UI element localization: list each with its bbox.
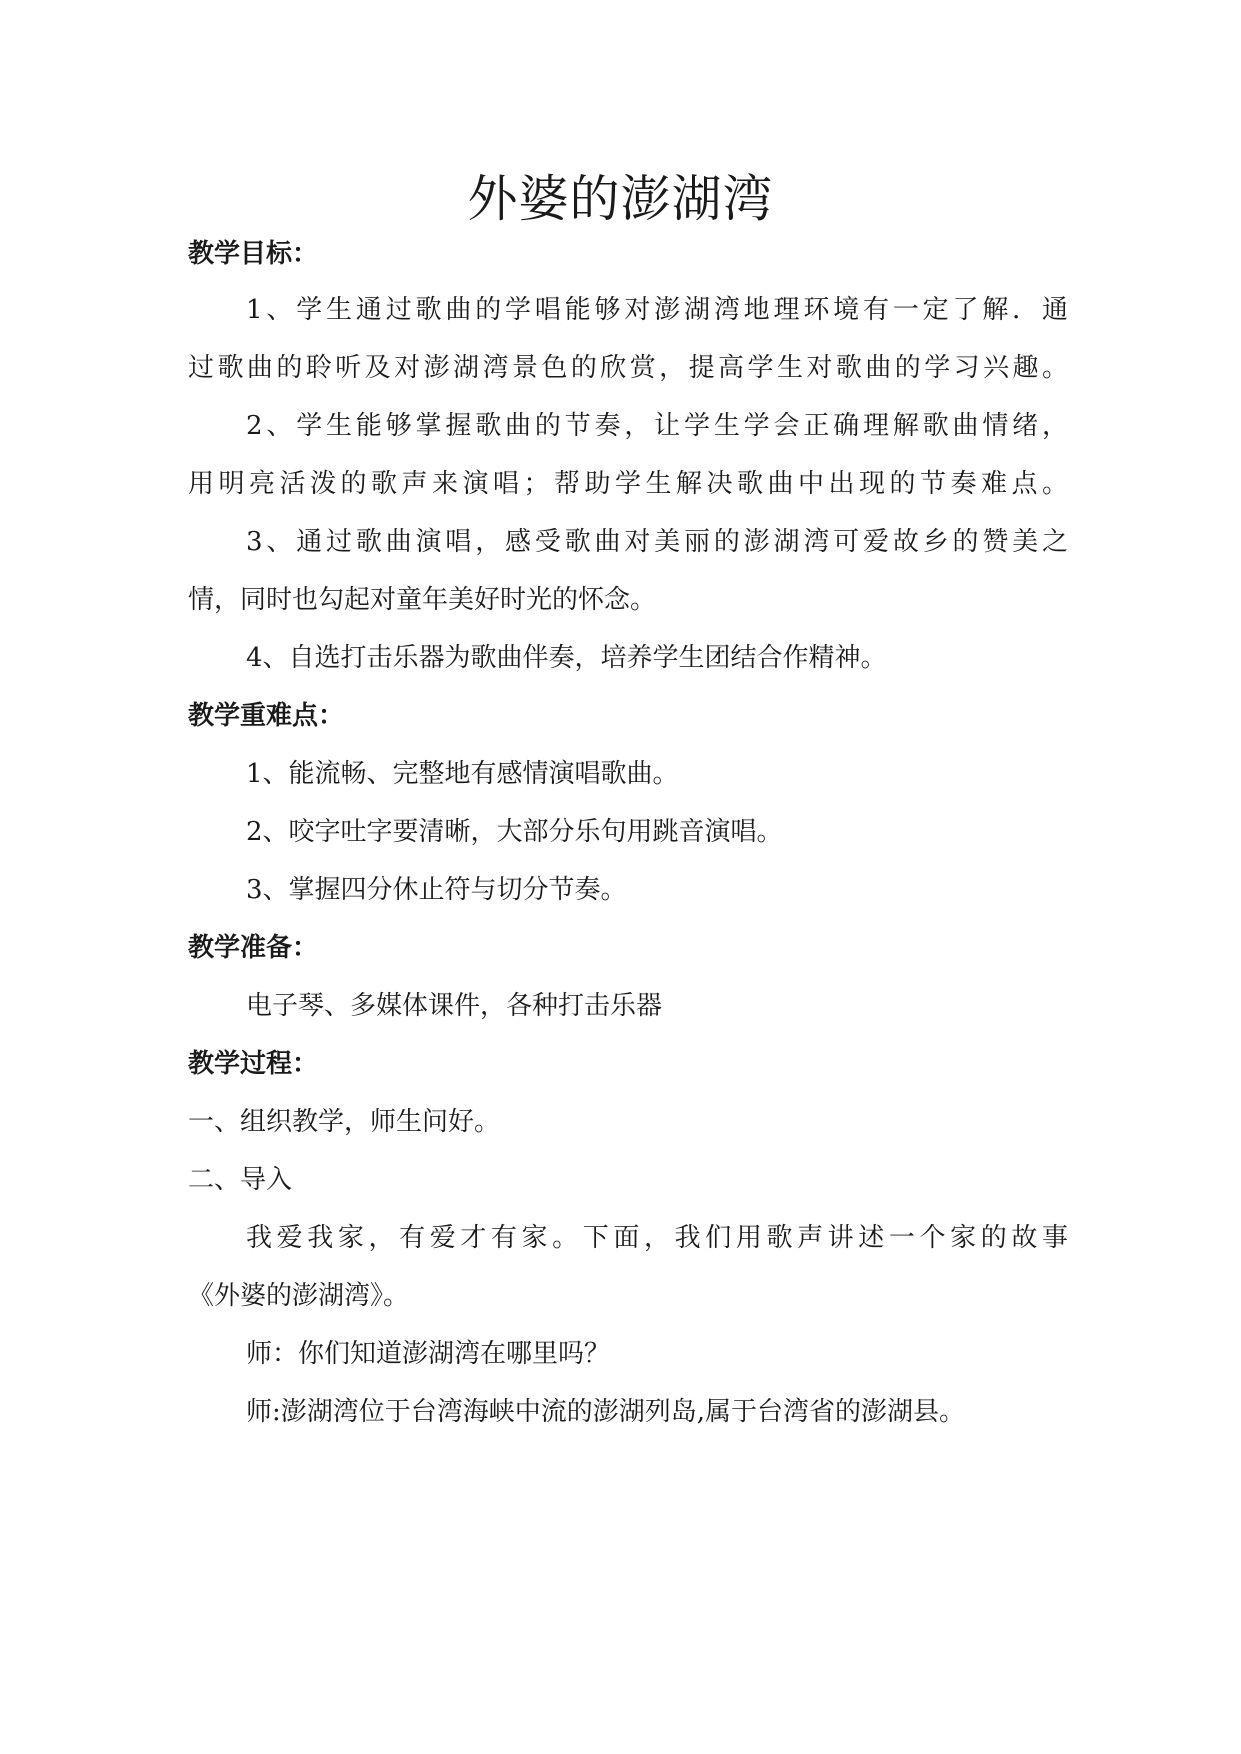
section-heading-process: 教学过程：: [188, 1049, 319, 1079]
goal-2-line-1: 2、学生能够掌握歌曲的节奏，让学生学会正确理解歌曲情绪，: [246, 411, 1068, 441]
document-title: 外婆的澎湖湾: [467, 170, 774, 228]
goal-4-line-1: 4、自选打击乐器为歌曲伴奏，培养学生团结合作精神。: [246, 643, 887, 673]
intro-line-2: 《外婆的澎湖湾》。: [188, 1281, 410, 1311]
intro-line-1: 我爱我家，有爱才有家。下面，我们用歌声讲述一个家的故事: [246, 1223, 1068, 1253]
goal-1-line-1: 1、学生通过歌曲的学唱能够对澎湖湾地理环境有一定了解．通: [246, 295, 1068, 325]
goal-3-line-2: 情，同时也勾起对童年美好时光的怀念。: [188, 585, 657, 615]
preparation-text: 电子琴、多媒体课件，各种打击乐器: [246, 991, 663, 1021]
teacher-question: 师：你们知道澎湖湾在哪里吗？: [246, 1339, 611, 1369]
goal-3-line-1: 3、通过歌曲演唱，感受歌曲对美丽的澎湖湾可爱故乡的赞美之: [246, 527, 1068, 557]
process-step-2: 二、导入: [188, 1165, 293, 1195]
section-heading-preparation: 教学准备：: [188, 933, 319, 963]
teacher-answer: 师:澎湖湾位于台湾海峡中流的澎湖列岛,属于台湾省的澎湖县。: [246, 1397, 966, 1427]
section-heading-goals: 教学目标：: [188, 239, 319, 269]
section-heading-key-points: 教学重难点：: [188, 701, 345, 731]
goal-1-line-2: 过歌曲的聆听及对澎湖湾景色的欣赏，提高学生对歌曲的学习兴趣。: [188, 353, 1068, 383]
process-step-1: 一、组织教学，师生问好。: [188, 1107, 501, 1137]
key-point-1: 1、能流畅、完整地有感情演唱歌曲。: [246, 759, 679, 789]
key-point-3: 3、掌握四分休止符与切分节奏。: [246, 875, 627, 905]
key-point-2: 2、咬字吐字要清晰，大部分乐句用跳音演唱。: [246, 817, 783, 847]
goal-2-line-2: 用明亮活泼的歌声来演唱；帮助学生解决歌曲中出现的节奏难点。: [188, 469, 1068, 499]
